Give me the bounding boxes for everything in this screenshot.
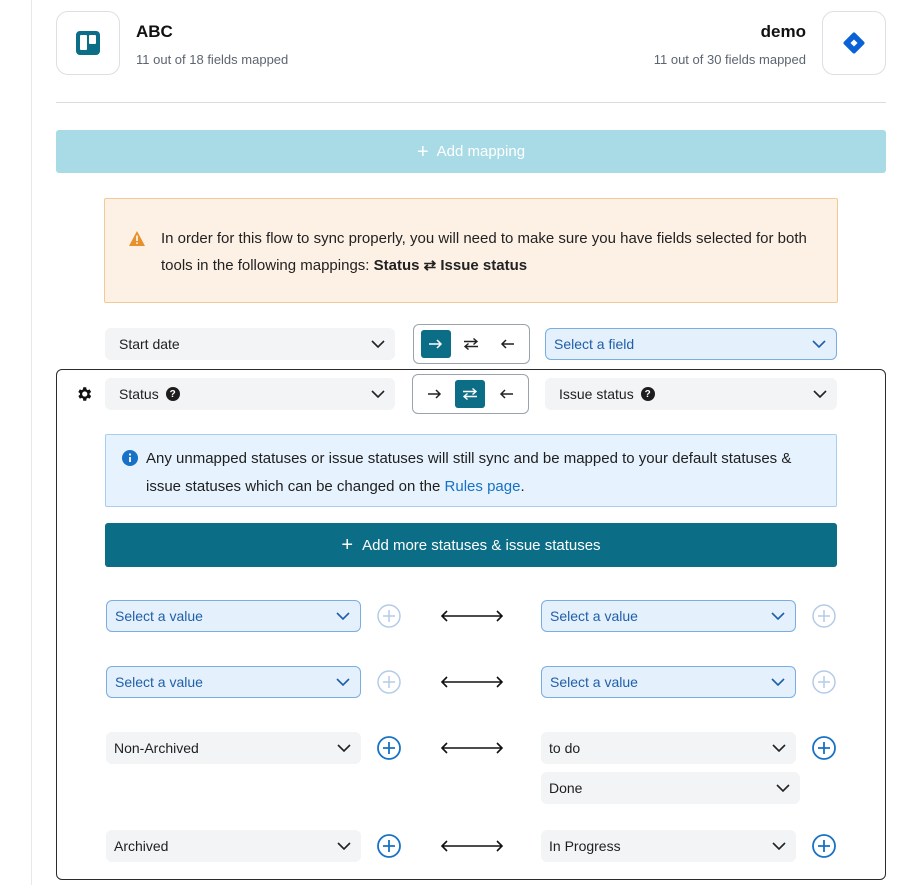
- double-arrow-icon: [440, 610, 504, 622]
- left-value-select[interactable]: [106, 830, 361, 862]
- direction-right-button[interactable]: [420, 380, 450, 408]
- plus-icon: +: [416, 140, 429, 163]
- chevron-down-icon: [776, 784, 790, 792]
- warning-field-left: Status: [373, 257, 420, 274]
- right-value-label: to do: [549, 740, 581, 756]
- warning-message: In order for this flow to sync properly, you will need to make sure you have fields selected for both tools in the following mappings:: [161, 230, 807, 274]
- left-tool-logo: [56, 11, 120, 75]
- right-value-select-secondary[interactable]: [541, 772, 800, 804]
- direction-both-button[interactable]: [455, 380, 485, 408]
- add-more-label: Add more statuses & issue statuses: [362, 536, 601, 554]
- right-value-label: Select a value: [550, 608, 638, 624]
- left-rule: [31, 0, 32, 885]
- gear-icon[interactable]: [75, 385, 93, 403]
- right-value-select[interactable]: [541, 830, 796, 862]
- two-way-arrows-icon: [463, 338, 479, 350]
- add-mapping-button[interactable]: [56, 130, 886, 173]
- issue-status-label: Issue status: [559, 386, 634, 402]
- right-value-select[interactable]: [541, 732, 796, 764]
- two-way-arrows-icon: [462, 388, 478, 400]
- right-tool-fields-mapped: 11 out of 30 fields mapped: [653, 52, 806, 67]
- left-value-label: Select a value: [115, 608, 203, 624]
- start-date-field-select[interactable]: [105, 328, 395, 360]
- right-value-label: In Progress: [549, 838, 621, 854]
- status-field-label: Status: [119, 386, 159, 402]
- left-value-label: Non-Archived: [114, 740, 199, 756]
- add-left-value-icon[interactable]: [377, 834, 401, 858]
- right-value-select[interactable]: [541, 666, 796, 698]
- direction-right-button[interactable]: [421, 330, 451, 358]
- chevron-down-icon: [371, 340, 385, 348]
- arrow-left-icon: [499, 389, 513, 399]
- double-arrow-icon: [440, 742, 504, 754]
- info-message: Any unmapped statuses or issue statuses will still sync and be mapped to your default statuses & issue statuses which can be changed on the: [146, 450, 792, 495]
- chevron-down-icon: [337, 744, 351, 752]
- right-value-label: Select a value: [550, 674, 638, 690]
- issue-status-field-select[interactable]: [545, 378, 837, 410]
- start-date-label: Start date: [119, 336, 180, 352]
- left-value-select[interactable]: [106, 732, 361, 764]
- info-icon: [122, 450, 138, 466]
- left-value-select[interactable]: [106, 666, 361, 698]
- help-icon[interactable]: ?: [641, 387, 655, 401]
- status-field-select[interactable]: [105, 378, 395, 410]
- add-left-value-icon[interactable]: [377, 604, 401, 628]
- select-field-placeholder: Select a field: [554, 336, 635, 352]
- right-value-label: Done: [549, 780, 583, 796]
- add-right-value-icon[interactable]: [812, 834, 836, 858]
- sync-both-icon: ⇄: [419, 257, 441, 274]
- chevron-down-icon: [336, 612, 350, 620]
- chevron-down-icon: [771, 612, 785, 620]
- add-mapping-label: Add mapping: [436, 143, 526, 160]
- info-suffix: .: [520, 478, 525, 495]
- chevron-down-icon: [813, 390, 827, 398]
- add-left-value-icon[interactable]: [377, 670, 401, 694]
- add-more-statuses-button[interactable]: [105, 523, 837, 567]
- chevron-down-icon: [337, 842, 351, 850]
- right-tool-name: demo: [760, 22, 806, 41]
- direction-left-button[interactable]: [492, 330, 522, 358]
- trello-icon: [76, 31, 100, 55]
- direction-both-button[interactable]: [456, 330, 486, 358]
- arrow-right-icon: [428, 389, 442, 399]
- rules-page-link[interactable]: Rules page: [444, 478, 521, 495]
- chevron-down-icon: [336, 678, 350, 686]
- double-arrow-icon: [440, 840, 504, 852]
- jira-diamond-icon: [842, 31, 866, 55]
- chevron-down-icon: [812, 340, 826, 348]
- add-right-value-icon[interactable]: [812, 604, 836, 628]
- info-text: [146, 445, 826, 501]
- right-value-select[interactable]: [541, 600, 796, 632]
- left-value-label: Archived: [114, 838, 169, 854]
- warning-text: [161, 225, 821, 279]
- status-direction-toggle: [412, 374, 529, 414]
- start-date-target-select[interactable]: [545, 328, 837, 360]
- plus-icon: +: [341, 534, 354, 556]
- double-arrow-icon: [440, 676, 504, 688]
- warning-icon: [129, 231, 145, 246]
- arrow-left-icon: [500, 339, 514, 349]
- chevron-down-icon: [772, 744, 786, 752]
- right-tool-logo: [822, 11, 886, 75]
- add-right-value-icon[interactable]: [812, 736, 836, 760]
- left-tool-fields-mapped: 11 out of 18 fields mapped: [136, 52, 289, 67]
- direction-left-button[interactable]: [491, 380, 521, 408]
- add-left-value-icon[interactable]: [377, 736, 401, 760]
- header-divider: [56, 102, 886, 103]
- chevron-down-icon: [772, 842, 786, 850]
- add-right-value-icon[interactable]: [812, 670, 836, 694]
- info-banner: [105, 434, 837, 507]
- arrow-right-icon: [429, 339, 443, 349]
- help-icon[interactable]: ?: [166, 387, 180, 401]
- left-tool-name: ABC: [136, 22, 173, 41]
- left-value-label: Select a value: [115, 674, 203, 690]
- warning-banner: [104, 198, 838, 303]
- start-date-direction-toggle: [413, 324, 530, 364]
- chevron-down-icon: [771, 678, 785, 686]
- left-value-select[interactable]: [106, 600, 361, 632]
- warning-field-right: Issue status: [440, 257, 528, 274]
- chevron-down-icon: [371, 390, 385, 398]
